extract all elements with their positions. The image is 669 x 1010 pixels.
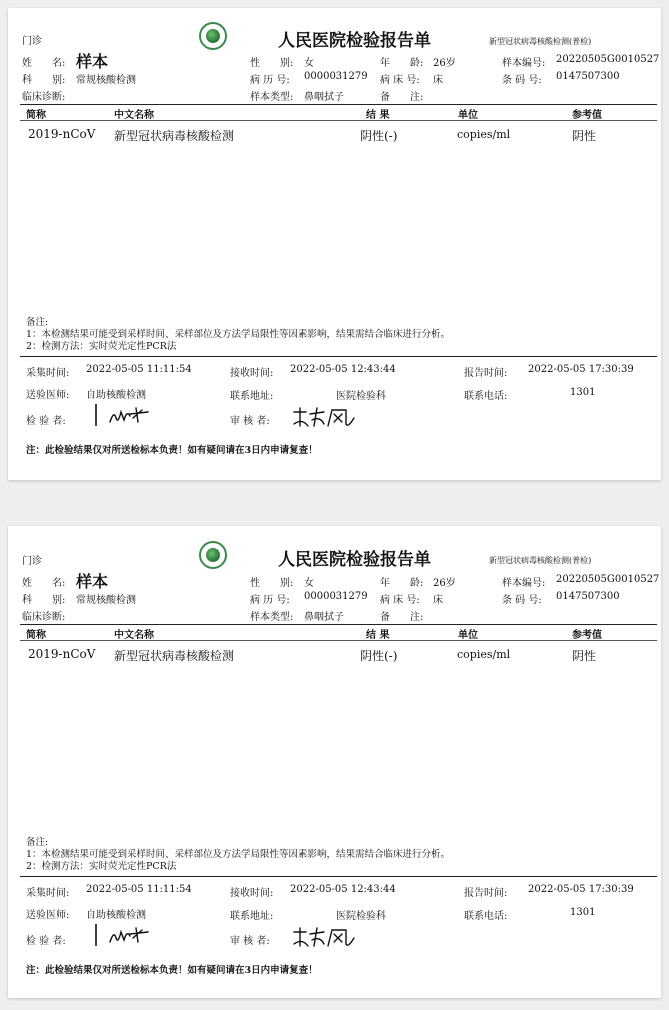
row-reference: 阴性 xyxy=(572,129,597,143)
receive-value: 2022-05-05 12:43:44 xyxy=(290,884,396,895)
divider xyxy=(20,624,657,625)
tester-label: 检 验 者: xyxy=(26,416,66,427)
row-name: 新型冠状病毒核酸检测 xyxy=(114,129,235,143)
footer-note: 注：此检验结果仅对所送检标本负责！如有疑问请在3日内申请复查！ xyxy=(26,965,318,976)
divider xyxy=(20,356,657,357)
tester-label: 检 验 者: xyxy=(26,936,66,947)
report-title: 人民医院检验报告单 xyxy=(278,550,431,570)
age-value: 26岁 xyxy=(433,578,456,589)
reviewer-label: 审 核 者: xyxy=(230,936,270,947)
row-abbr: 2019-nCoV xyxy=(28,647,96,661)
sex-label: 性 别: xyxy=(250,58,294,69)
sex-label: 性 别: xyxy=(250,578,294,589)
dept-type: 门诊 xyxy=(22,556,42,567)
bed-value: 床 xyxy=(433,75,443,86)
address-label: 联系地址: xyxy=(230,911,274,922)
notes-title: 备注: xyxy=(26,837,49,848)
col-name: 中文名称 xyxy=(114,110,154,121)
bed-label: 病 床 号: xyxy=(380,75,420,86)
reviewer-signature-icon xyxy=(290,404,360,430)
sample-no-label: 样本编号: xyxy=(502,578,546,589)
test-type: 新型冠状病毒核酸检测(普检) xyxy=(489,37,592,46)
divider xyxy=(20,104,657,105)
barcode-label: 条 码 号: xyxy=(502,75,542,86)
dept-label: 科 别: xyxy=(22,595,66,606)
col-unit: 单位 xyxy=(458,110,478,121)
phone-value: 1301 xyxy=(570,907,596,918)
col-name: 中文名称 xyxy=(114,630,154,641)
collect-value: 2022-05-05 11:11:54 xyxy=(86,364,192,375)
receive-value: 2022-05-05 12:43:44 xyxy=(290,364,396,375)
divider xyxy=(20,640,657,641)
collect-value: 2022-05-05 11:11:54 xyxy=(86,884,192,895)
sex-value: 女 xyxy=(304,58,314,69)
tester-signature-icon xyxy=(90,922,156,948)
note-2: 2：检测方法：实时荧光定性PCR法 xyxy=(26,341,177,352)
row-unit: copies/ml xyxy=(457,648,511,661)
col-result: 结 果 xyxy=(366,110,390,121)
record-value: 0000031279 xyxy=(304,71,368,82)
report-title: 人民医院检验报告单 xyxy=(278,31,431,51)
footer-note: 注：此检验结果仅对所送检标本负责！如有疑问请在3日内申请复查！ xyxy=(26,445,318,456)
address-value: 医院检验科 xyxy=(336,911,386,922)
sample-no-value: 20220505G0010527 xyxy=(556,574,660,585)
address-value: 医院检验科 xyxy=(336,391,386,402)
phone-value: 1301 xyxy=(570,387,596,398)
hospital-logo-icon xyxy=(199,541,227,569)
row-abbr: 2019-nCoV xyxy=(28,127,96,141)
reviewer-signature-icon xyxy=(290,924,360,950)
bed-value: 床 xyxy=(433,595,443,606)
barcode-value: 0147507300 xyxy=(556,591,620,602)
sample-no-label: 样本编号: xyxy=(502,58,546,69)
sex-value: 女 xyxy=(304,578,314,589)
reviewer-label: 审 核 者: xyxy=(230,416,270,427)
collect-label: 采集时间: xyxy=(26,888,70,899)
row-name: 新型冠状病毒核酸检测 xyxy=(114,649,235,663)
col-reference: 参考值 xyxy=(572,630,602,641)
name-label: 姓 名: xyxy=(22,578,66,589)
age-label: 年 龄: xyxy=(380,578,424,589)
tester-signature-icon xyxy=(90,402,156,428)
doctor-value: 自助核酸检测 xyxy=(86,910,146,921)
note-2: 2：检测方法：实时荧光定性PCR法 xyxy=(26,861,177,872)
divider xyxy=(20,120,657,121)
row-unit: copies/ml xyxy=(457,128,511,141)
col-abbr: 简称 xyxy=(26,630,46,641)
col-abbr: 简称 xyxy=(26,110,46,121)
sample-type-value: 鼻咽拭子 xyxy=(304,92,344,103)
collect-label: 采集时间: xyxy=(26,368,70,379)
note-1: 1：本检测结果可能受到采样时间、采样部位及方法学局限性等因素影响，结果需结合临床进行分析。 xyxy=(26,849,451,860)
report-label: 报告时间: xyxy=(464,888,508,899)
note-1: 1：本检测结果可能受到采样时间、采样部位及方法学局限性等因素影响，结果需结合临床进行分析。 xyxy=(26,329,451,340)
diag-label: 临床诊断: xyxy=(22,92,66,103)
sample-type-value: 鼻咽拭子 xyxy=(304,612,344,623)
col-reference: 参考值 xyxy=(572,110,602,121)
age-value: 26岁 xyxy=(433,58,456,69)
report-sheet-1 xyxy=(8,8,661,480)
diag-label: 临床诊断: xyxy=(22,612,66,623)
phone-label: 联系电话: xyxy=(464,911,508,922)
barcode-value: 0147507300 xyxy=(556,71,620,82)
dept-value: 常规核酸检测 xyxy=(76,595,136,606)
record-label: 病 历 号: xyxy=(250,595,290,606)
col-unit: 单位 xyxy=(458,630,478,641)
doctor-label: 送验医师: xyxy=(26,910,70,921)
sample-no-value: 20220505G0010527 xyxy=(556,54,660,65)
divider xyxy=(20,876,657,877)
row-reference: 阴性 xyxy=(572,649,597,663)
test-type: 新型冠状病毒核酸检测(普检) xyxy=(489,556,592,565)
address-label: 联系地址: xyxy=(230,391,274,402)
receive-label: 接收时间: xyxy=(230,888,274,899)
dept-label: 科 别: xyxy=(22,75,66,86)
report-value: 2022-05-05 17:30:39 xyxy=(528,884,634,895)
name-value: 样本 xyxy=(76,572,109,591)
age-label: 年 龄: xyxy=(380,58,424,69)
name-label: 姓 名: xyxy=(22,58,66,69)
row-result: 阴性(-) xyxy=(360,129,398,143)
remark-label: 备 注: xyxy=(380,612,424,623)
report-value: 2022-05-05 17:30:39 xyxy=(528,364,634,375)
record-value: 0000031279 xyxy=(304,591,368,602)
report-label: 报告时间: xyxy=(464,368,508,379)
sample-type-label: 样本类型: xyxy=(250,92,294,103)
notes-title: 备注: xyxy=(26,317,49,328)
hospital-logo-icon xyxy=(199,22,227,50)
doctor-label: 送验医师: xyxy=(26,390,70,401)
record-label: 病 历 号: xyxy=(250,75,290,86)
bed-label: 病 床 号: xyxy=(380,595,420,606)
phone-label: 联系电话: xyxy=(464,391,508,402)
barcode-label: 条 码 号: xyxy=(502,595,542,606)
name-value: 样本 xyxy=(76,52,109,71)
row-result: 阴性(-) xyxy=(360,649,398,663)
report-sheet-2 xyxy=(8,526,661,998)
dept-value: 常规核酸检测 xyxy=(76,75,136,86)
col-result: 结 果 xyxy=(366,630,390,641)
doctor-value: 自助核酸检测 xyxy=(86,390,146,401)
dept-type: 门诊 xyxy=(22,36,42,47)
sample-type-label: 样本类型: xyxy=(250,612,294,623)
receive-label: 接收时间: xyxy=(230,368,274,379)
remark-label: 备 注: xyxy=(380,92,424,103)
